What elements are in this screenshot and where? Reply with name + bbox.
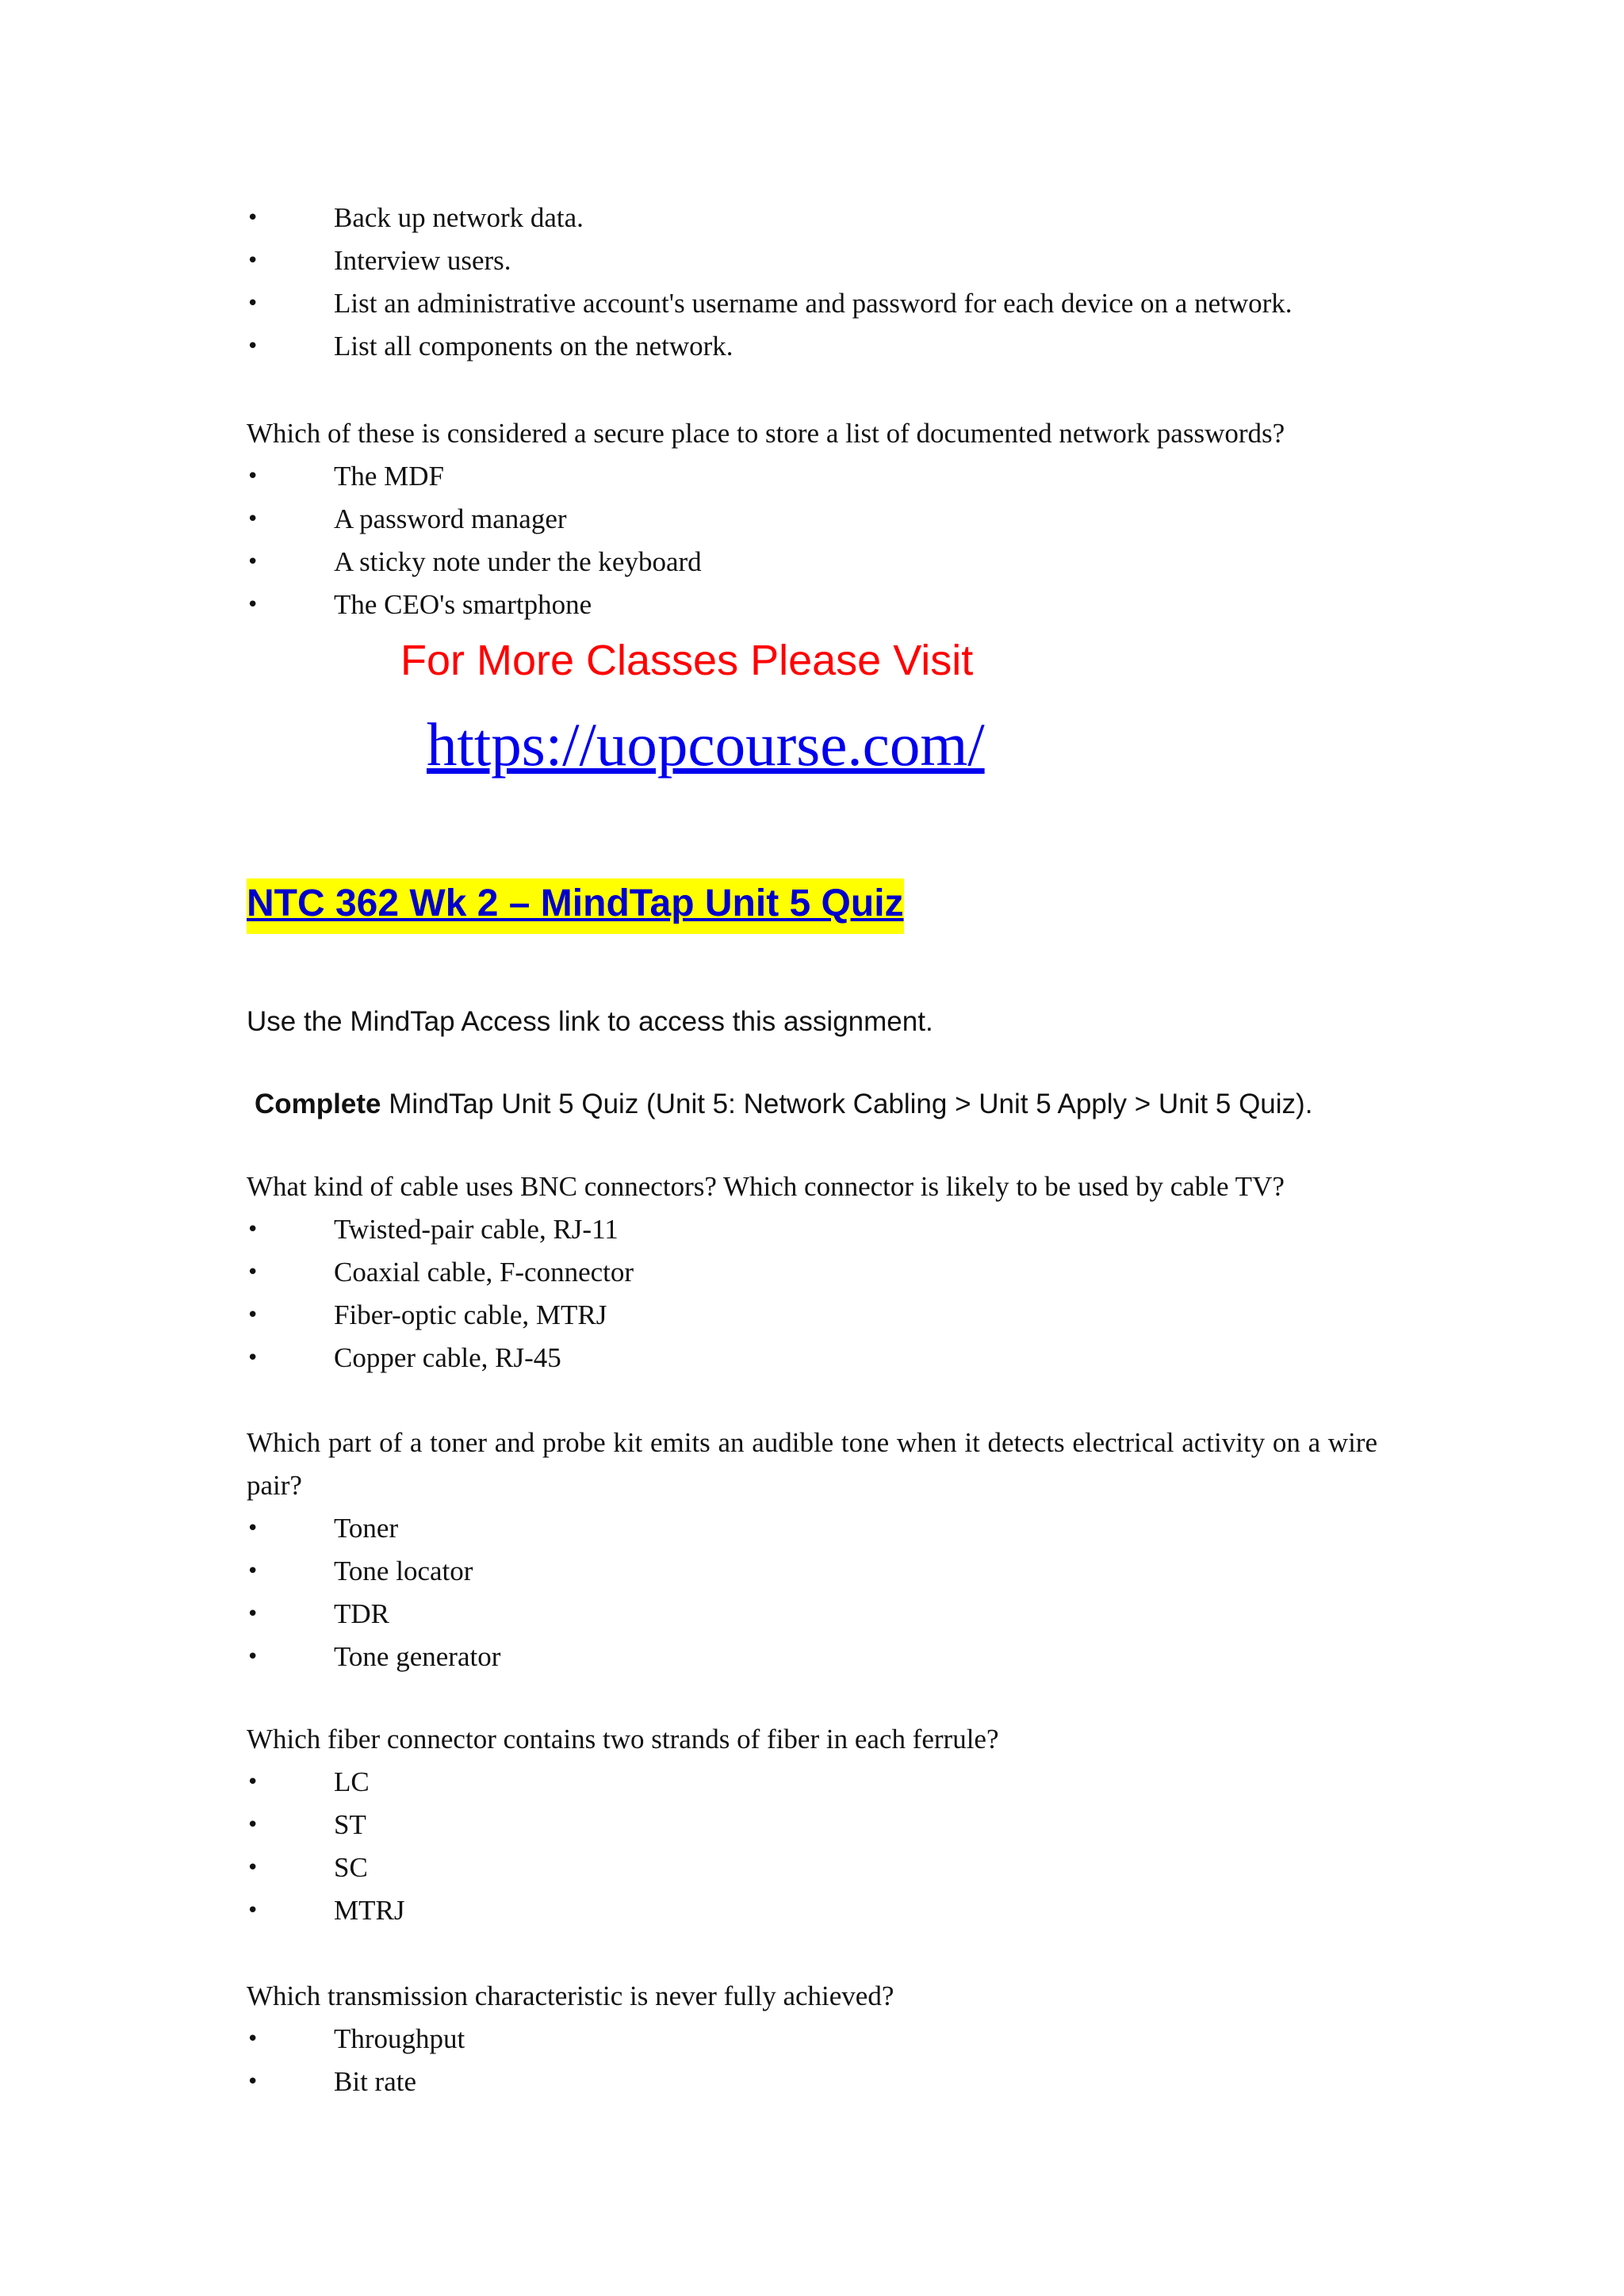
list-item: • A password manager	[247, 498, 1377, 541]
bullet-icon: •	[247, 206, 259, 230]
list-item: • Bit rate	[247, 2061, 1377, 2103]
bullet-icon: •	[247, 2070, 259, 2094]
question-text: Which of these is considered a secure place to store a list of documented network passwords?	[247, 418, 1285, 449]
bullet-icon: •	[247, 335, 259, 358]
complete-label: Complete	[255, 1089, 381, 1119]
list-item: • Tone generator	[247, 1636, 1377, 1678]
top-options-block	[247, 197, 1377, 368]
bullet-icon: •	[247, 1261, 259, 1284]
question-password-block	[247, 412, 1377, 626]
list-item: • Twisted-pair cable, RJ-11	[247, 1208, 1377, 1251]
bullet-icon: •	[247, 2027, 259, 2051]
bullet-icon: •	[247, 1813, 259, 1837]
bullet-icon: •	[247, 1602, 259, 1626]
bullet-icon: •	[247, 1559, 259, 1583]
list-item: • List an administrative account's username and password for each device on a network.	[247, 282, 1377, 325]
bullet-icon: •	[247, 1218, 259, 1242]
promo-link[interactable]: https://uopcourse.com/	[427, 710, 985, 779]
bullet-icon: •	[247, 1645, 259, 1669]
list-item: • Coaxial cable, F-connector	[247, 1251, 1377, 1294]
list-item: • LC	[247, 1761, 1377, 1804]
question-text: Which fiber connector contains two strands of fiber in each ferrule?	[247, 1724, 999, 1755]
question-transmission-block	[247, 1975, 1377, 2103]
list-item: • The CEO's smartphone	[247, 584, 1377, 626]
bullet-icon: •	[247, 593, 259, 617]
bullet-icon: •	[247, 1346, 259, 1370]
list-item: • List all components on the network.	[247, 325, 1377, 368]
question-fiber-block	[247, 1718, 1377, 1932]
bullet-icon: •	[247, 465, 259, 488]
question-text: Which part of a toner and probe kit emits an audible tone when it detects electrical activity on a wire pair?	[247, 1427, 1377, 1501]
options-list	[247, 2018, 1377, 2103]
list-item: • A sticky note under the keyboard	[247, 541, 1377, 584]
list-item: • Tone locator	[247, 1550, 1377, 1593]
top-options-list	[247, 197, 1377, 368]
options-list	[247, 1761, 1377, 1932]
promo-text: For More Classes Please Visit	[400, 637, 974, 684]
bullet-icon: •	[247, 550, 259, 574]
question-bnc-block	[247, 1165, 1377, 1380]
list-item: • Interview users.	[247, 239, 1377, 282]
options-list	[247, 455, 1377, 626]
bullet-icon: •	[247, 1899, 259, 1923]
list-item: • Copper cable, RJ-45	[247, 1337, 1377, 1380]
list-item: • Fiber-optic cable, MTRJ	[247, 1294, 1377, 1337]
bullet-icon: •	[247, 1770, 259, 1794]
section-heading[interactable]: NTC 362 Wk 2 – MindTap Unit 5 Quiz	[247, 878, 904, 934]
list-item: • Toner	[247, 1507, 1377, 1550]
options-list	[247, 1507, 1377, 1678]
options-list	[247, 1208, 1377, 1380]
bullet-icon: •	[247, 249, 259, 273]
list-item: • Throughput	[247, 2018, 1377, 2061]
question-toner-block	[247, 1422, 1377, 1678]
bullet-icon: •	[247, 1856, 259, 1880]
list-item: • Back up network data.	[247, 197, 1377, 239]
instructions-detail: MindTap Unit 5 Quiz (Unit 5: Network Cabling > Unit 5 Apply > Unit 5 Quiz).	[381, 1089, 1313, 1119]
question-text: Which transmission characteristic is never fully achieved?	[247, 1980, 894, 2011]
list-item: • MTRJ	[247, 1889, 1377, 1932]
list-item: • TDR	[247, 1593, 1377, 1636]
bullet-icon: •	[247, 1517, 259, 1540]
bullet-icon: •	[247, 1303, 259, 1327]
list-item: • The MDF	[247, 455, 1377, 498]
bullet-icon: •	[247, 292, 259, 316]
list-item: • SC	[247, 1846, 1377, 1889]
list-item: • ST	[247, 1804, 1377, 1846]
instructions-line-2	[255, 1083, 1377, 1126]
bullet-icon: •	[247, 507, 259, 531]
question-text: What kind of cable uses BNC connectors? Which connector is likely to be used by cable TV?	[247, 1171, 1285, 1202]
instructions-line-1: Use the MindTap Access link to access this assignment.	[247, 1006, 933, 1037]
